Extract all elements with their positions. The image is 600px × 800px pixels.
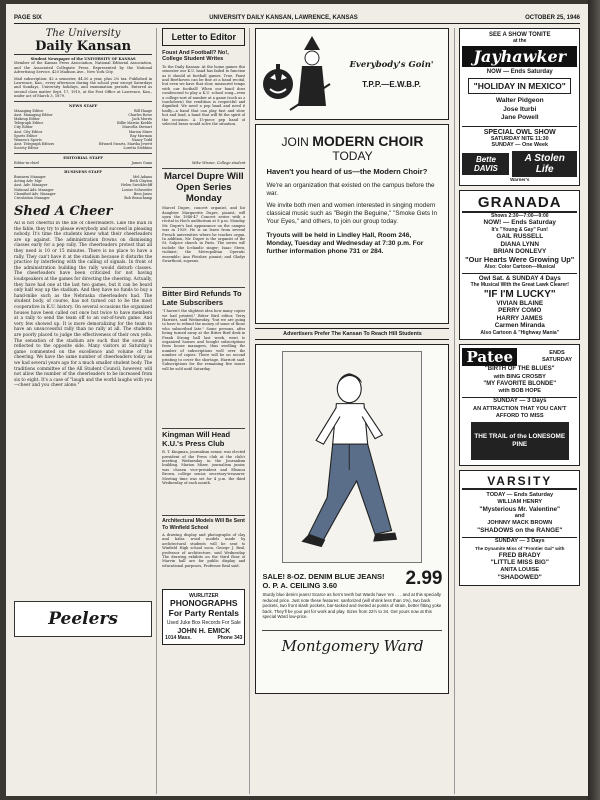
editorial-title: Shed A Cheer: [14, 204, 113, 220]
staff-row: National Adv. Manager Louise Schroeder: [14, 187, 153, 192]
masthead-member: Member of the Kansas Press Association, National Editorial Association, and the Associated Collegiate Press. Represented by the National Advertising Service, 420 Madison Ave., New York City.: [14, 61, 153, 75]
masthead-mail: Mail subscription: $2 a semester, $4.50 a year, plus 2% tax. Published in Lawrence, Kan., every afternoon during the school year except Saturdays and Sundays, University holidays, and examination periods. Entered as second class matter Sept. 17, 1910, at the Post Office at Lawrence, Kan., under act of March 3, 1879.: [14, 76, 153, 99]
varsity-logo: VARSITY: [462, 474, 577, 490]
masthead-sub: Student Newspaper of the UNIVERSITY OF KANSAS: [30, 57, 136, 61]
staff-row: Telegraph Editor Billie Marvin Keeble: [14, 121, 153, 126]
varsity-ad: VARSITY TODAY — Ends Saturday WILLIAM HENRY "Mysterious Mr. Valentine" and JOHNNY MACK BROWN "SHADOWS on the RANGE" SUNDAY — 3 Days The Dynamite Miss of "Frontier Gal" with FRED BRADY "LITTLE MISS BIG" ANITA LOUISE "SHADOWED": [459, 470, 580, 586]
lonesome-pine-poster: THE TRAIL of the LONESOME PINE: [471, 422, 569, 460]
column-ads: [255, 28, 449, 794]
pumpkin-witch-illustration: [260, 34, 334, 114]
jeans-price: 2.99: [405, 568, 443, 589]
staff-row: Women's Sports Nancy Todd: [14, 138, 153, 143]
staff-row: City Editor Marcella Stewart: [14, 125, 153, 130]
page-edge-shadow: [588, 0, 600, 800]
dupre-headline: Marcel Dupre Will Open Series Monday: [162, 168, 245, 204]
staff-row: Asst. City Editor Marion Mizer: [14, 129, 153, 134]
letters-body: To the Daily Kansan: At the home games this semester our K.U. band has failed to function as it should at football games. True, Faust and Beethoven can be fine at a band recital, but even we have that slow, measured tempo with our football! When our band does condescend to play a K.U. school song—even a college-sort of number at a game (such as a touchdown) the rendition is respectful and dignified. We need a pep band and need it badly—a band that can play fast and slow, hot and loud, a band that will fit the spirit of the occasion. A 15-piece pep band of selected brass would solve the situation.: [162, 64, 246, 127]
staff-row: Makeup Editor Jack Morris: [14, 117, 153, 122]
staff-row: Society Editor Loretta Stebbins: [14, 146, 153, 151]
staff-row: Business Manager Mel Adams: [14, 174, 153, 179]
business-staff-list: [14, 175, 152, 200]
kingman-body: R. T. Kingman, journalism senior, was elected president of the Press club at the club's meeting Wednesday in the Journalism building. Marion Mizer, journalism junior, was chosen vice-president and Eleanor Brown, college senior, secretary-treasurer. Meeting time was set for 4 p.m. the third Wednesday of each month.: [162, 450, 246, 486]
kingman-headline: Kingman Will Head K.U.'s Press Club: [162, 428, 245, 448]
dupre-body: Marcel Dupre, concert organist, and his daughter Marguerite Dupre, pianist, will open the 1946-47 Concert series with a recital in Hoch auditorium at 8 p.m. Monday. Mr. Dupre's last appearance on the campus was in 1929. He is on leave from several French universities where he teaches organ. In addition, Mr. Dupre is the organist of the St. Sulpice church in Paris. The series will include the Icelandic singer; Isaac Stern, violinist; the Metropolitan Operatic ensemble; Ann Fleisher, pianist; and Gladys Swarthout, soprano.: [162, 206, 246, 264]
models-body: A drawing display and photographs of clay and balsa wood models made by architectural students will be sent to Winfield High school soon, George J. Beal, professor of architecture, said Wednesday. The drawing exhibits on the third floor of Marvin hall are for public display and educational purposes, Professor Beal said.: [162, 533, 246, 568]
patee-logo: Patee: [462, 348, 517, 366]
page-header: [14, 10, 580, 24]
news-staff-list: [14, 109, 152, 151]
news-staff-label: NEWS STAFF: [14, 101, 152, 108]
column-masthead-editorial: [14, 28, 157, 794]
page-number: PAGE SIX: [14, 15, 42, 21]
masthead-line1: The University: [45, 28, 121, 39]
staff-row: Acting Adv. Mgr. Beth Clayton: [14, 179, 153, 184]
jayhawker-ad: SEE A SHOW TONITE at the Jayhawker NOW — Ends Saturday "HOLIDAY IN MEXICO" Walter Pidgeon Jose Iturbi Jane Powell SPECIAL OWL SHOW SATURDAY NITE 11:30 SUNDAY — One Week Bette DAVIS A Stolen Life Warner's: [459, 28, 580, 186]
models-headline: Architectural Models Will Be Sent To Winfield School: [162, 515, 245, 531]
jeans-girl-illustration: [282, 351, 422, 563]
editorial-body: All is not cheerful in the life of cheerleaders. Like the man in the fable, they try to please everybody and succeed in pleasing nobody. It's time the students knew what their cheerleaders are up against. The administration frowns on dismissing classes early for a pep rally. The cheerleaders protest that all they need is 10 or 15 minutes. There is no place to have a rally. They can't have it at the stadium because it disturbs the practice by interfering with the calling of signals. In front of the administration building the rally would disturb classes. The cheerleaders have been criticized for not having loudspeakers at the games for directing the cheering. Actually, they have had one at the last two games, but it can be heard only half way up the stadium. And they have no funds to buy a hand-mike such as the Nebraska cheerleaders had. The student body, of course, has not turned out to be the most cooperative in K.U. history. On several occasions the organized houses have been called out once but twice to have members at a rally to send the team off to an out-of-town game. And very few showed up. It is more demoralizing for the team to have an unsuccessful rally than no rally at all. The students are poorly placed to judge the effectiveness of their own yells. The sensation of the stadium are such that the sound is reflected to the opposite side. Many visitors at Saturday's game commented on the excellence and volume of the cheering. We have the same number of cheerleaders today as we had several years ago for a much smaller student body. The traditions committee of the All Student Council, however, will not allow the number of the cheerleaders to be increased from six to eight. It's a case of "laugh and the world laughs with you—cheer and you cheer alone.": [14, 221, 153, 389]
letters-box: Letter to Editor: [162, 28, 245, 46]
choir-title: JOIN MODERN CHOIR TODAY: [281, 133, 424, 163]
montgomery-ward-ad: [255, 344, 449, 694]
bitter-body: "I haven't the slightest idea how many copies we had printed," Bitter Bird editor, Terry Harriott, said Wednesday, "but we are going to have to refund the money of some of those who subscribed late." Some persons, after being turned away at the Bitter Bird desk in Frank Strong hall last week, went to organized houses and bought subscriptions from house managers, thus swelling the number of subscriptions well over the number of copies. There will be no second printing to cover the shortage, Harriott said. Subscriptions for the remaining five issues will be sold until Saturday.: [162, 309, 246, 371]
everybody-line2: T.P.P.—E.W.B.P.: [362, 79, 421, 89]
choir-para2: We invite both men and women interested in singing modern classical music such as "Begin the Beguine," "Smoke Gets In Your Eyes," and others, to join our group today.: [266, 201, 437, 225]
staff-row: Asst. Telegraph Editors Edward Swartz, Martha Jewett: [14, 142, 153, 147]
peelers-ad: Peelers: [14, 601, 152, 637]
choir-tryouts: Tryouts will be held in Lindley Hall, Room 246, Monday, Tuesday and Wednesday at 7:30 p.m. For further information phone 731 or 284.: [266, 231, 424, 256]
jayhawker-logo: Jayhawker: [462, 46, 577, 67]
staff-row: Asst. Adv. Manager Helen Swicklecliff: [14, 183, 153, 188]
everybody-goin-ad: [255, 28, 449, 120]
granada-logo: GRANADA: [462, 194, 577, 213]
holiday-in-mexico: "HOLIDAY IN MEXICO": [468, 78, 571, 94]
staff-row: Classified Adv. Manager Bess Jones: [14, 191, 153, 196]
advertisers-prefer: Advertisers Prefer The Kansan To Reach Hill Students: [255, 328, 449, 340]
letters-signature: Mike Wisner, College student: [191, 160, 246, 165]
everybody-line1: Everybody's Goin': [349, 59, 434, 70]
jeans-sale-headline: SALE! 8-OZ. DENIM BLUE JEANS! O. P. A. CEILING 3.60: [262, 572, 385, 590]
column-theaters: [454, 28, 580, 794]
wurlitzer-ad: WURLITZER PHONOGRAPHS For Party Rentals Used Juke Box Records For Sale JOHN H. EMICK 1014 Mass. Phone 343: [162, 589, 245, 645]
page-date: OCTOBER 25, 1946: [525, 15, 580, 21]
staff-row: Managing Editor Bill Haage: [14, 108, 153, 113]
modern-choir-ad: [255, 124, 449, 324]
editorial-staff-label: EDITORIAL STAFF: [14, 153, 152, 160]
column-news: [162, 28, 250, 794]
jeans-description: Sturdy blue denim jeans! Scarce as hen's teeth but Wards have 'em . . . and at this specially reduced price. Just note these features: sanforized (will shrink less than 1%), two back pockets, two front slash pockets, bar-tacked and riveted at points of strain, better fitting yoke back. They'll be your pet for work and play. Sizes from 22½ to 34. Get yours now at this special Ward low-price.: [262, 592, 442, 620]
patee-ad: Patee ENDS SATURDAY "BIRTH OF THE BLUES" with BING CROSBY "MY FAVORITE BLONDE" with BOB HOPE SUNDAY — 3 Days AN ATTRACTION THAT YOU CAN'T AFFORD TO MISS THE TRAIL of the LONESOME PINE: [459, 344, 580, 465]
choir-question: Haven't you heard of us—the Modern Choir?: [266, 167, 428, 176]
paper-name: UNIVERSITY DAILY KANSAN, LAWRENCE, KANSAS: [209, 15, 358, 21]
choir-para1: We're an organization that existed on the campus before the war.: [266, 181, 435, 197]
masthead-title: Daily Kansan: [14, 39, 152, 55]
letters-headline: Foust And Football? No!, College Student Writes: [162, 50, 229, 63]
montgomery-ward-logo: Montgomery Ward: [262, 630, 442, 655]
staff-row: Circulation Manager Bob Beauchamp: [14, 195, 153, 200]
granada-ad: GRANADA Shows 2:30—7:00—9:00 NOW! — Ends Saturday It's "Young & Gay" Fun! GAIL RUSSELL DIANA LYNN BRIAN DONLEVY "Our Hearts Were Growing Up" Also: Color Cartoon—Musical Owl Sat. & SUNDAY 4 Days The Musical With the Great Lawk Clearer! "IF I'M LUCKY" VIVIAN BLAINE PERRY COMO HARRY JAMES Carmen Miranda Also Cartoon & "Highway Mania": [459, 190, 580, 341]
staff-row: Editor-in-chief James Gunn: [14, 160, 153, 165]
bitter-headline: Bitter Bird Refunds To Late Subscribers: [162, 287, 245, 307]
stolen-life-logo: Bette DAVIS A Stolen Life: [462, 151, 577, 177]
staff-row: Asst. Managing Editor Charles Rowe: [14, 112, 153, 117]
newspaper-page: [6, 4, 588, 796]
business-staff-label: BUSINESS STAFF: [14, 167, 152, 174]
staff-row: Sports Editor Ray Mormon: [14, 133, 153, 138]
